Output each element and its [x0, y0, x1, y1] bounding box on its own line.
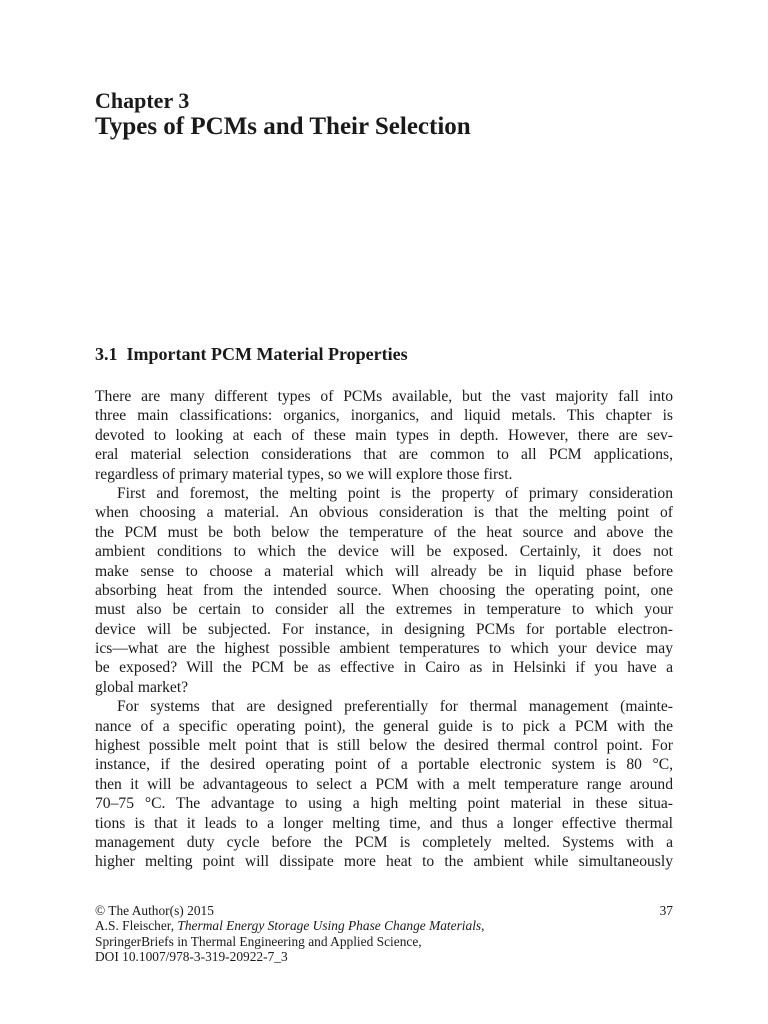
section-number: 3.1: [95, 344, 118, 364]
text-line: make sense to choose a material which will already be in liquid phase before: [95, 562, 673, 580]
section-title: Important PCM Material Properties: [126, 344, 408, 364]
text-line: devoted to looking at each of these main types in depth. However, there are sev-: [95, 426, 673, 444]
chapter-title: Types of PCMs and Their Selection: [95, 113, 471, 140]
text-line: ambient conditions to which the device will be exposed. Certainly, it does not: [95, 543, 673, 561]
text-line: nance of a specific operating point), the general guide is to pick a PCM with the: [95, 717, 673, 735]
paragraph: [95, 697, 673, 872]
series-name: SpringerBriefs in Thermal Engineering and Applied Science,: [95, 933, 422, 949]
text-line: higher melting point will dissipate more heat to the ambient while simultaneously: [95, 853, 673, 871]
text-line: absorbing heat from the intended source. When choosing the operating point, one: [95, 581, 673, 599]
text-line: regardless of primary material types, so we will explore those first.: [95, 465, 513, 483]
text-line: when choosing a material. An obvious consideration is that the melting point of: [95, 504, 673, 522]
text-line: device will be subjected. For instance, in designing PCMs for portable electron-: [95, 620, 673, 638]
text-line: management duty cycle before the PCM is completely melted. Systems with a: [95, 833, 673, 851]
body-text: [95, 387, 673, 872]
text-line: the PCM must be both below the temperature of the heat source and above the: [95, 523, 673, 541]
doi: DOI 10.1007/978-3-319-20922-7_3: [95, 949, 288, 965]
text-line: tions is that it leads to a longer melting time, and thus a longer effective thermal: [95, 814, 673, 832]
section-heading: [95, 344, 408, 365]
chapter-label: Chapter 3: [95, 88, 190, 113]
paragraph: [95, 484, 673, 697]
book-title-suffix: ,: [481, 918, 485, 934]
copyright-notice: © The Author(s) 2015: [95, 903, 214, 918]
text-line: There are many different types of PCMs available, but the vast majority fall into: [95, 388, 673, 405]
paragraph: [95, 387, 673, 484]
author-line: [95, 918, 673, 933]
text-line: ics—what are the highest possible ambient temperatures to which your device may: [95, 640, 673, 658]
page-number: 37: [659, 903, 673, 918]
text-line: be exposed? Will the PCM be as effective in Cairo as in Helsinki if you have a: [95, 659, 673, 677]
book-title: Thermal Energy Storage Using Phase Change Materials: [177, 918, 482, 934]
text-line: 70–75 °C. The advantage to using a high melting point material in these situa-: [95, 795, 673, 813]
footer-citation: [95, 903, 673, 965]
text-line: global market?: [95, 678, 189, 696]
text-line: three main classifications: organics, inorganics, and liquid metals. This chapter is: [95, 407, 673, 425]
text-line: must also be certain to consider all the extremes in temperature to which your: [95, 601, 673, 619]
text-line: For systems that are designed preferentially for thermal management (mainte-: [117, 698, 673, 716]
text-line: eral material selection considerations that are common to all PCM applications,: [95, 446, 673, 464]
text-line: instance, if the desired operating point of a portable electronic system is 80 °C,: [95, 756, 673, 774]
text-line: First and foremost, the melting point is the property of primary consideration: [117, 484, 673, 502]
text-line: highest possible melt point that is still below the desired thermal control point. For: [95, 737, 673, 755]
author-name: A.S. Fleischer,: [95, 918, 178, 934]
text-line: then it will be advantageous to select a PCM with a melt temperature range around: [95, 775, 673, 793]
